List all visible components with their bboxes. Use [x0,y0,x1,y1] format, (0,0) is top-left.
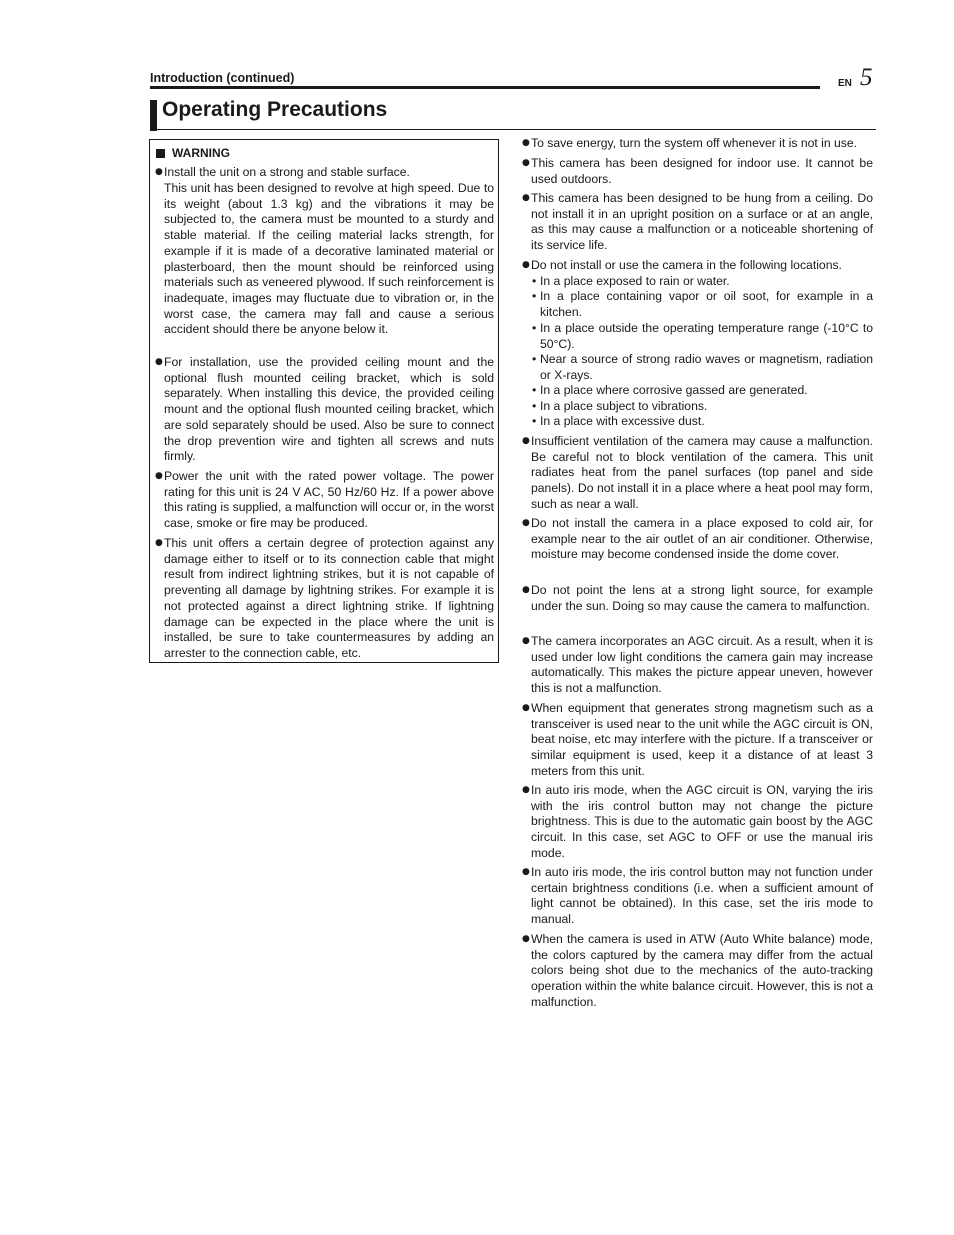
bullet-icon: ● [155,357,163,367]
precaution-item: ● The camera incorporates an AGC circuit. As a result, when it is used under low light conditions the camera gain may increase automatically. This makes the picture appear uneven, however this is not a malfunction. [522,634,873,696]
sub-bullet-icon: • [532,321,537,335]
precaution-item: ● To save energy, turn the system off whenever it is not in use. [522,136,858,150]
precaution-item: ● In auto iris mode, the iris control button may not function under certain brightness conditions (i.e. when a sufficient amount of light cannot be obtained). In this case, set the iris mode to manual. [522,865,873,927]
bullet-icon: ● [522,867,530,877]
bullet-icon: ● [522,636,530,646]
location-item: • In a place where corrosive gassed are generated. [532,383,808,397]
bullet-icon: ● [155,538,163,548]
warning-heading [156,146,230,160]
sub-bullet-icon: • [532,274,537,288]
location-item: • In a place containing vapor or oil soot, for example in a kitchen. [532,289,873,319]
bullet-icon: ● [522,193,530,203]
sub-bullet-icon: • [532,352,537,366]
precaution-item: ● When equipment that generates strong magnetism such as a transceiver is used near to the unit while the AGC circuit is ON, beat noise, etc may interfere with the picture. If a transceiver or similar equipment is used, keep it a distance of at least 3 meters from this unit. [522,701,873,778]
page-number: 5 [860,64,873,91]
location-item: • In a place with excessive dust. [532,414,705,428]
language-label: EN [838,78,852,89]
sub-bullet-icon: • [532,414,537,428]
precaution-item: ● In auto iris mode, when the AGC circuit is ON, varying the iris with the iris control button may not change the picture brightness. This is due to the automatic gain boost by the AGC circuit. In this case, set AGC to OFF or use the manual iris mode. [522,783,873,860]
precaution-item: ● This camera has been designed to be hung from a ceiling. Do not install it in an upright position on a surface or at an angle, as this may cause a malfunction or a noticeable shortening of its service life. [522,191,873,253]
bullet-icon: ● [522,260,530,270]
sub-bullet-icon: • [532,399,537,413]
bullet-icon: ● [522,585,530,595]
warning-heading-text: WARNING [172,146,230,160]
title-rule [150,129,876,130]
bullet-icon: ● [522,703,530,713]
page-title: Operating Precautions [162,98,388,121]
bullet-icon: ● [522,158,530,168]
warning-box [149,139,499,663]
sub-bullet-icon: • [532,383,537,397]
location-item: • In a place outside the operating temperature range (-10°C to 50°C). [532,321,873,351]
warning-item: ● For installation, use the provided ceiling mount and the optional flush mounted ceiling bracket, which is sold separately. When installing this device, the provided ceiling mount and the optional flush mounted ceiling bracket, which are sold separately should be used. Also be sure to connect the drop prevention wire and tighten all screws and nuts firmly. [155,355,494,464]
location-item: • In a place subject to vibrations. [532,399,708,413]
warning-item: ● Install the unit on a strong and stable surface. [155,165,410,179]
square-icon [156,149,165,158]
bullet-icon: ● [522,934,530,944]
bullet-icon: ● [155,471,163,481]
warning-item-detail: This unit has been designed to revolve at high speed. Due to its weight (about 1.3 kg) and the vibrations it may be subjected to, the camera must be mounted to a sturdy and stable material. If the ceiling material lacks strength, for example if it is made of a decorative laminated material or plasterboard, then the mount should be reinforced using materials such as veneered plywood. If such reinforcement is inadequate, images may fluctuate due to vibration or, in the worst case, the camera may fall and cause a serious accident should there be anyone below it. [164,181,494,337]
bullet-icon: ● [522,138,530,148]
bullet-icon: ● [155,167,163,177]
section-label: Introduction (continued) [150,71,295,85]
precaution-item: ● When the camera is used in ATW (Auto White balance) mode, the colors captured by the camera may differ from the actual colors being shot due to the mechanics of the auto-tracking operation within the white balance circuit. However, this is not a malfunction. [522,932,873,1009]
location-item: • In a place exposed to rain or water. [532,274,730,288]
header-rule [150,86,820,89]
precaution-item: ● Insufficient ventilation of the camera may cause a malfunction. Be careful not to block ventilation of the camera. This unit radiates heat from the panel surfaces (top panel and side panels). Do not install it in a place where a heat pool may form, such as near a wall. [522,434,873,511]
precaution-item: ● Do not install or use the camera in the following locations. [522,258,842,272]
warning-item: ● This unit offers a certain degree of protection against any damage either to itself or to its connection cable that might result from indirect lightning strikes, but it is not capable of preventing all damage by lightning strikes. For example it is not protected against a direct lightning strike. If lightning damage can be expected in the place where the unit is installed, be sure to take countermeasures by adding an arrester to the connection cable, etc. [155,536,494,660]
location-item: • Near a source of strong radio waves or magnetism, radiation or X-rays. [532,352,873,382]
precaution-item: ● Do not point the lens at a strong light source, for example under the sun. Doing so may cause the camera to malfunction. [522,583,873,613]
title-marker [150,100,157,131]
precaution-item: ● Do not install the camera in a place exposed to cold air, for example near to the air outlet of an air conditioner. Otherwise, moisture may become condensed inside the dome cover. [522,516,873,562]
warning-item: ● Power the unit with the rated power voltage. The power rating for this unit is 24 V AC, 50 Hz/60 Hz. If a power above this rating is supplied, a malfunction will occur or, in the worst case, smoke or fire may be produced. [155,469,494,531]
bullet-icon: ● [522,518,530,528]
sub-bullet-icon: • [532,289,537,303]
precaution-item: ● This camera has been designed for indoor use. It cannot be used outdoors. [522,156,873,186]
bullet-icon: ● [522,436,530,446]
bullet-icon: ● [522,785,530,795]
